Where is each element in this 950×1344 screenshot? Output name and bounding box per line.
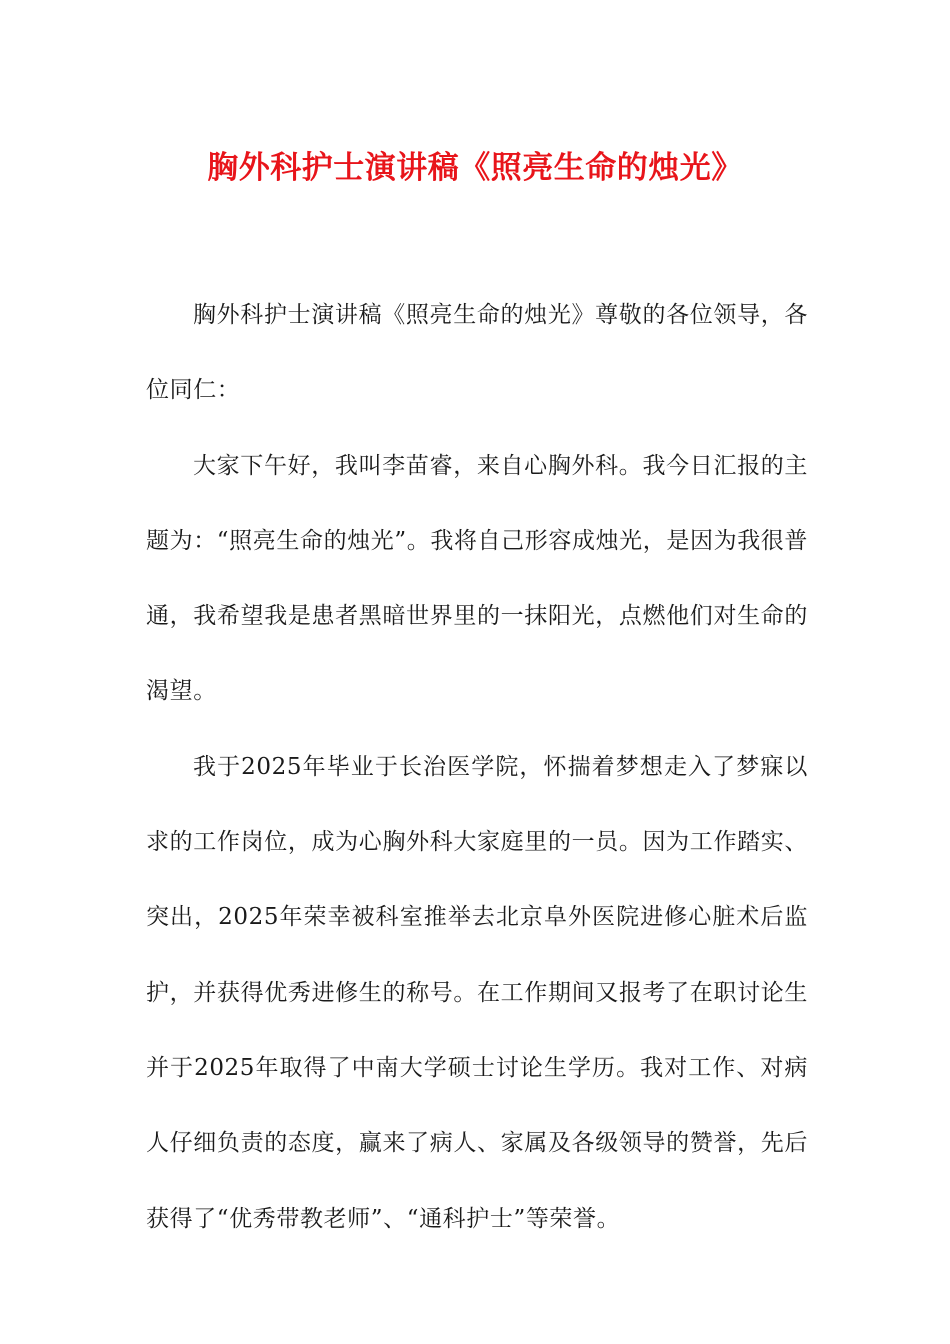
document-body — [146, 278, 808, 1257]
paragraph-greeting: 胸外科护士演讲稿《照亮生命的烛光》尊敬的各位领导，各位同仁： — [146, 302, 808, 404]
paragraph-introduction: 大家下午好，我叫李苗睿，来自心胸外科。我今日汇报的主题为：“照亮生命的烛光”。我将自己形容成烛光，是因为我很普通，我希望我是患者黑暗世界里的一抹阳光，点燃他们对生命的渴望。 — [146, 452, 808, 705]
paragraph-career: 我于2025年毕业于长治医学院，怀揣着梦想走入了梦寐以求的工作岗位，成为心胸外科大家庭里的一员。因为工作踏实、突出，2025年荣幸被科室推举去北京阜外医院进修心脏术后监护，并获得优秀进修生的称号。在工作期间又报考了在职讨论生并于2025年取得了中南大学硕士讨论生学历。我对工作、对病人仔细负责的态度，赢来了病人、家属及各级领导的赞誉，先后获得了“优秀带教老师”、“通科护士”等荣誉。 — [146, 753, 808, 1232]
document-title: 胸外科护士演讲稿《照亮生命的烛光》 — [207, 150, 743, 186]
